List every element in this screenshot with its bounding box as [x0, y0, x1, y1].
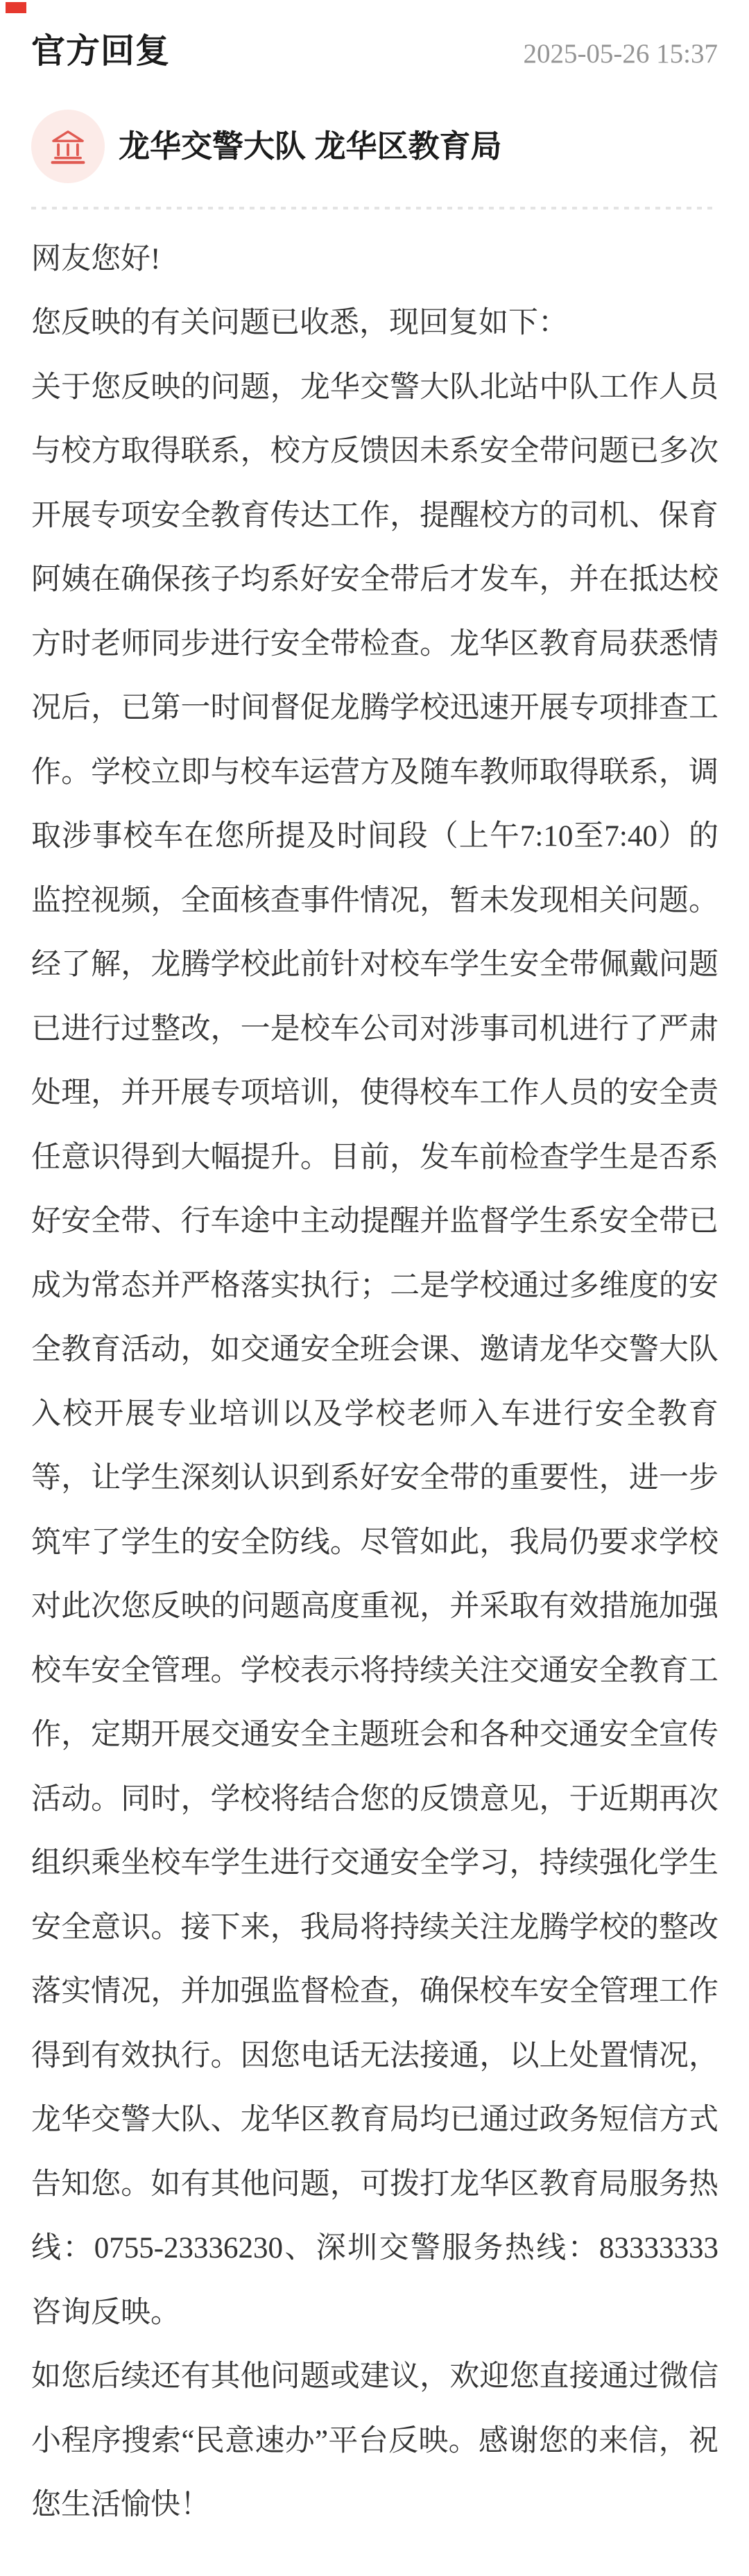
- reply-paragraph-greeting: 网友您好!: [31, 242, 161, 275]
- responder-name: 龙华交警大队 龙华区教育局: [119, 128, 502, 164]
- reply-paragraph-closing: 如您后续还有其他问题或建议，欢迎您直接通过微信小程序搜索“民意速办”平台反映。感谢您的来信，祝您生活愉快！: [31, 2360, 718, 2522]
- government-building-icon: [48, 126, 88, 167]
- corner-red-mark: [6, 2, 26, 13]
- responder-row: [31, 110, 718, 183]
- responder-avatar: [31, 110, 105, 183]
- reply-paragraph-main: 关于您反映的问题，龙华交警大队北站中队工作人员与校方取得联系，校方反馈因未系安全带问题已多次开展专项安全教育传达工作，提醒校方的司机、保育阿姨在确保孩子均系好安全带后才发车，并在抵达校方时老师同步进行安全带检查。龙华区教育局获悉情况后，已第一时间督促龙腾学校迅速开展专项排查工作。学校立即与校车运营方及随车教师取得联系，调取涉事校车在您所提及时间段（上午7:10至7:40）的监控视频，全面核查事件情况，暂未发现相关问题。经了解，龙腾学校此前针对校车学生安全带佩戴问题已进行过整改，一是校车公司对涉事司机进行了严肃处理，并开展专项培训，使得校车工作人员的安全责任意识得到大幅提升。目前，发车前检查学生是否系好安全带、行车途中主动提醒并监督学生系安全带已成为常态并严格落实执行；二是学校通过多维度的安全教育活动，如交通安全班会课、邀请龙华交警大队入校开展专业培训以及学校老师入车进行安全教育等，让学生深刻认识到系好安全带的重要性，进一步筑牢了学生的安全防线。尽管如此，我局仍要求学校对此次您反映的问题高度重视，并采取有效措施加强校车安全管理。学校表示将持续关注交通安全教育工作，定期开展交通安全主题班会和各种交通安全宣传活动。同时，学校将结合您的反馈意见，于近期再次组织乘坐校车学生进行交通安全学习，持续强化学生安全意识。接下来，我局将持续关注龙腾学校的整改落实情况，并加强监督检查，确保校车安全管理工作得到有效执行。因您电话无法接通，以上处置情况，龙华交警大队、龙华区教育局均已通过政务短信方式告知您。如有其他问题，可拨打龙华区教育局服务热线：0755-23336230、深圳交警服务热线：83333333咨询反映。: [31, 370, 718, 2329]
- reply-body: [0, 210, 749, 2566]
- reply-timestamp: 2025-05-26 15:37: [523, 39, 718, 69]
- page-title: 官方回复: [31, 33, 171, 70]
- header: [0, 0, 749, 71]
- reply-paragraph-intro: 您反映的有关问题已收悉，现回复如下：: [31, 307, 568, 340]
